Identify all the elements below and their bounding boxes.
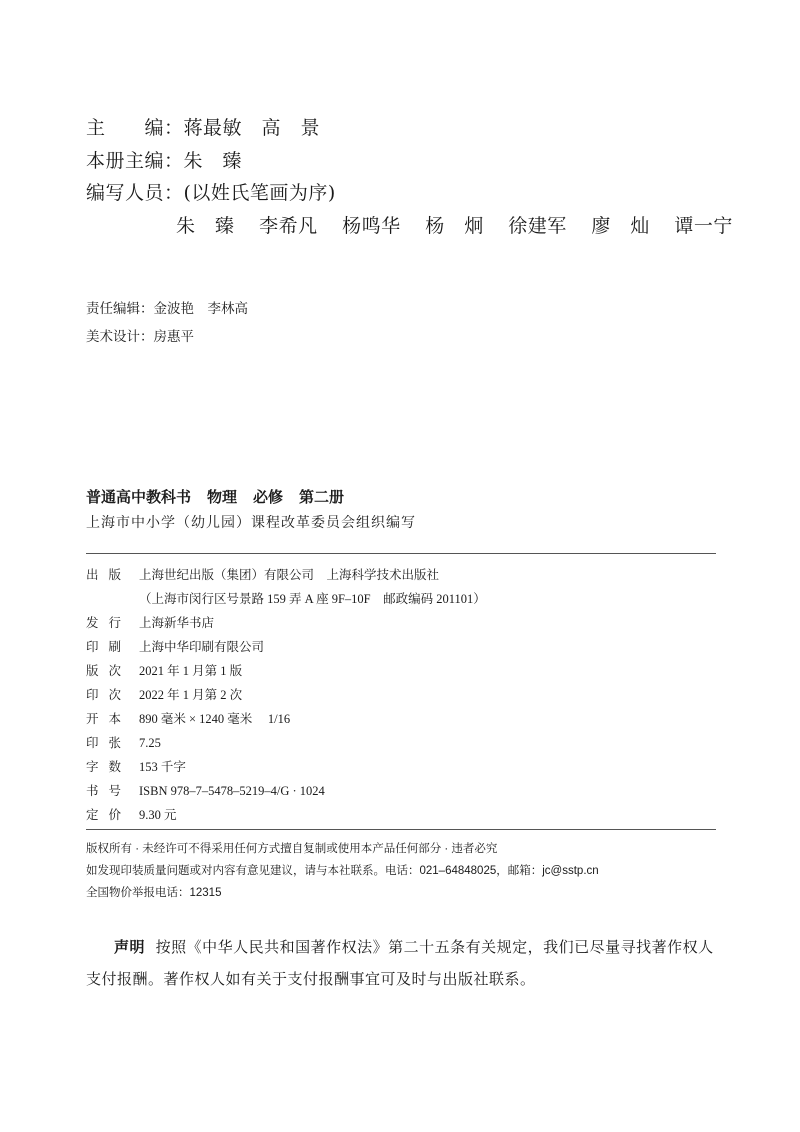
book-title-part: 必修 [253,488,284,506]
pub-row-label: 印张 [86,736,132,750]
writer-name: 徐建军 [508,215,567,237]
pub-row-label: 书号 [86,784,132,798]
writers-line [86,178,336,205]
pub-row-value: 上海新华书店 [139,616,215,630]
pub-row [86,661,242,679]
declaration-label: 声明 [114,938,146,956]
writers-list [176,211,751,238]
art-design-line [86,325,194,345]
writer-name: 朱 臻 [176,215,235,237]
pub-row-value: 上海世纪出版（集团）有限公司 上海科学技术出版社 [139,568,440,582]
divider [86,829,716,830]
declaration [86,931,726,995]
pub-row [86,733,161,751]
pub-row-value: 2021 年 1 月第 1 版 [139,664,243,678]
pub-row-label: 开本 [86,712,132,726]
quality-contact: 如发现印装质量问题或对内容有意见建议，请与本社联系。电话：021–64848025，邮箱：jc@sstp.cn [86,865,599,877]
pub-row-value: 890 毫米 × 1240 毫米 1/16 [139,712,291,726]
responsible-editor-value: 金波艳 李林高 [153,301,248,317]
pub-row-value: 153 千字 [139,760,186,774]
responsible-editor-label: 责任编辑： [86,301,154,317]
writers-label: 编写人员： [86,182,184,204]
pub-row-label: 出版 [86,568,132,582]
writer-name: 杨 炯 [425,215,484,237]
volume-editor-value: 朱 臻 [183,150,243,172]
pub-row [86,805,177,823]
pub-row-value: 7.25 [139,736,161,750]
pub-row-label: 字数 [86,760,132,774]
book-title-part: 普通高中教科书 [86,488,192,506]
chief-editor-value: 蒋最敏 高 景 [183,117,321,139]
pub-row-value: ISBN 978–7–5478–5219–4/G · 1024 [139,784,325,798]
pub-row [86,685,242,703]
copyright-notice: 版权所有 · 未经许可不得采用任何方式擅自复制或使用本产品任何部分 · 违者必究 [86,843,498,855]
art-design-value: 房惠平 [153,329,194,345]
declaration-text: 按照《中华人民共和国著作权法》第二十五条有关规定，我们已尽量寻找著作权人支付报酬。著作权人如有关于支付报酬事宜可及时与出版社联系。 [86,938,714,988]
writers-note: (以姓氏笔画为序) [183,182,336,204]
writer-name: 廖 灿 [591,215,650,237]
pub-row-value: 上海中华印刷有限公司 [139,640,265,654]
pub-row [86,709,290,727]
pub-row [86,589,486,607]
pub-row-label: 发行 [86,616,132,630]
pub-row-label: 印次 [86,688,132,702]
pub-row-value: （上海市闵行区号景路 159 弄 A 座 9F–10F 邮政编码 201101） [139,592,486,606]
responsible-editor-line [86,297,248,317]
writer-name: 李希凡 [259,215,318,237]
pub-row-value: 2022 年 1 月第 2 次 [139,688,243,702]
chief-editor-label: 主 编： [86,117,184,139]
volume-editor-line [86,146,242,173]
art-design-label: 美术设计： [86,329,154,345]
pub-row-label: 定价 [86,808,132,822]
pub-row [86,781,325,799]
pub-row-label: 印刷 [86,640,132,654]
writer-name: 杨鸣华 [342,215,401,237]
pub-row-value: 9.30 元 [139,808,177,822]
book-title-part: 第二册 [299,488,345,506]
volume-editor-label: 本册主编： [86,150,184,172]
book-title [86,486,360,507]
pub-row-label: 版次 [86,664,132,678]
pub-row [86,613,214,631]
writer-name: 谭一宁 [674,215,733,237]
pub-row [86,565,439,583]
pub-row [86,637,264,655]
pub-row [86,757,186,775]
compiler-line: 上海市中小学（幼儿园）课程改革委员会组织编写 [86,515,416,531]
price-hotline: 全国物价举报电话：12315 [86,887,222,899]
chief-editor-line [86,113,320,140]
divider [86,553,716,554]
book-title-part: 物理 [207,488,238,506]
